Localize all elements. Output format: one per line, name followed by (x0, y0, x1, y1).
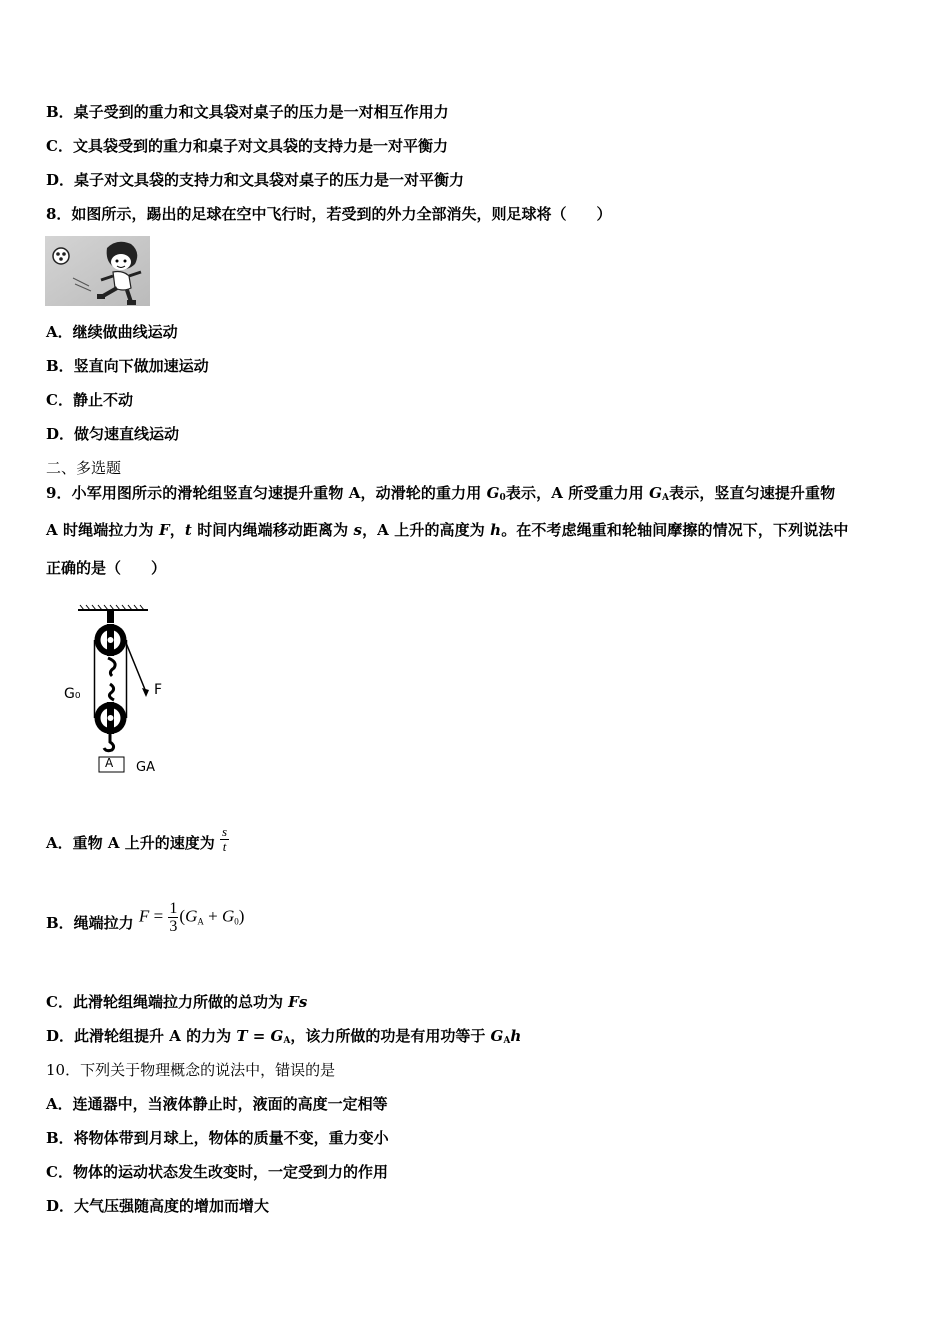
q9-option-d: D．此滑轮组提升 A 的力为 $T = G_A$，该力所做的功是有用功等于 $G_Ah$ (46, 1027, 522, 1046)
q9-option-c: C．此滑轮组绳端拉力所做的总功为 Fs (46, 993, 308, 1011)
q10-stem: 10．下列关于物理概念的说法中，错误的是 (46, 1061, 336, 1079)
q7-option-c: C．文具袋受到的重力和桌子对文具袋的支持力是一对平衡力 (46, 137, 448, 155)
q9-option-a: A．重物 A 上升的速度为 $\frac{s}{t}$ (46, 823, 228, 854)
q7-option-d: D．桌子对文具袋的支持力和文具袋对桌子的压力是一对平衡力 (46, 171, 465, 189)
label-f: F (154, 682, 163, 698)
q8-option-a: A．继续做曲线运动 (46, 323, 178, 341)
q7-option-b: B．桌子受到的重力和文具袋对桌子的压力是一对相互作用力 (46, 103, 449, 121)
q8-stem: 8．如图所示，踢出的足球在空中飞行时，若受到的外力全部消失，则足球将（ ） (46, 205, 612, 223)
label-a: A (105, 756, 114, 770)
label-g0: G₀ (64, 686, 81, 702)
q9-stem-line1: 9．小军用图所示的滑轮组竖直匀速提升重物 A，动滑轮的重力用 $G_0$表示，A 所受重力用 $G_A$表示，竖直匀速提升重物 (46, 484, 836, 503)
q10-option-d: D．大气压强随高度的增加而增大 (46, 1197, 270, 1215)
tension-formula: F = $\frac{1}{3}$ (GA + G0) (138, 899, 245, 935)
q9-option-b: B．绳端拉力 F = $\frac{1}{3}$ (GA + G0) (46, 899, 245, 935)
pulley-diagram (58, 604, 168, 780)
q10-option-b: B．将物体带到月球上，物体的质量不变，重力变小 (46, 1129, 389, 1147)
q8-option-d: D．做匀速直线运动 (46, 425, 180, 443)
q9-stem-line2: A 时绳端拉力为 F，t 时间内绳端移动距离为 s，A 上升的高度为 h。在不考虑绳重和轮轴间摩擦的情况下，下列说法中 (46, 521, 849, 539)
label-ga: GA (136, 760, 155, 775)
q8-option-b: B．竖直向下做加速运动 (46, 357, 209, 375)
q9-stem-line3: 正确的是（ ） (46, 559, 167, 577)
q10-option-c: C．物体的运动状态发生改变时，一定受到力的作用 (46, 1163, 388, 1181)
section-heading: 二、多选题 (46, 459, 122, 477)
q8-option-c: C．静止不动 (46, 391, 133, 409)
q10-option-a: A．连通器中，当液体静止时，液面的高度一定相等 (46, 1095, 388, 1113)
football-kick-image (45, 236, 150, 306)
fraction-s-over-t: $\frac{s}{t}$ (221, 823, 228, 854)
